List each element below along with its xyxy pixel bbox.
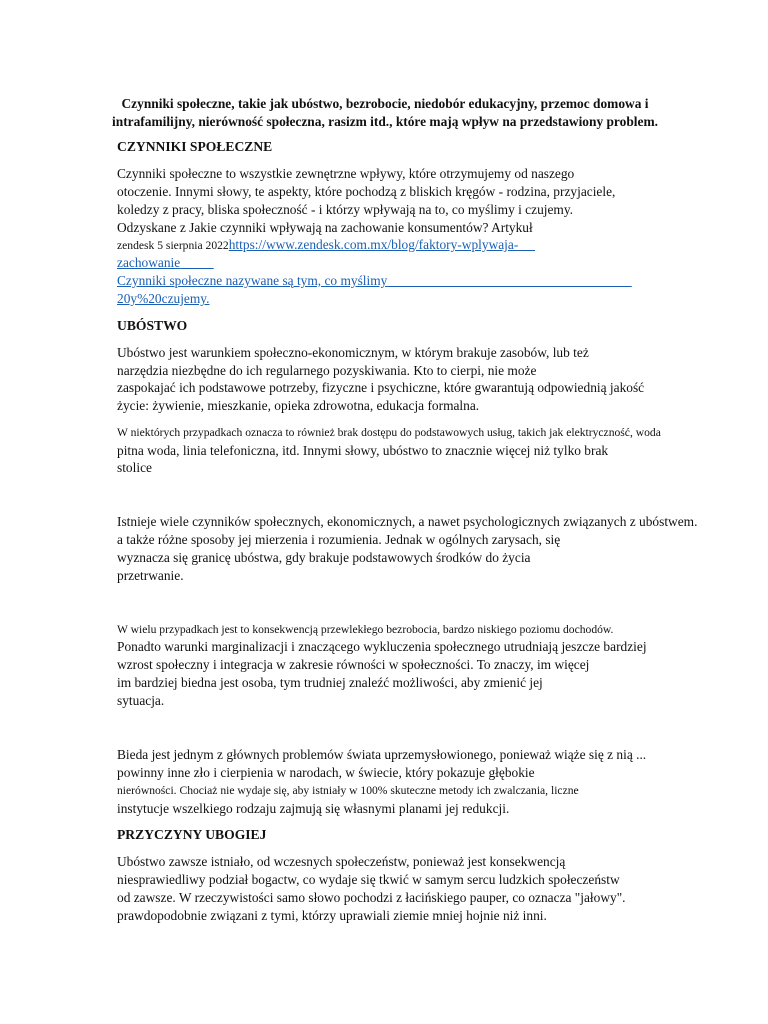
paragraph-line: stolice bbox=[117, 460, 152, 475]
heading-czynniki-spoleczne: CZYNNIKI SPOŁECZNE bbox=[117, 139, 273, 154]
paragraph-line-small: W niektórych przypadkach oznacza to również brak dostępu do podstawowych usług, takich jak elektryczność, woda bbox=[117, 426, 661, 439]
paragraph-line: Odzyskane z Jakie czynniki wpływają na zachowanie konsumentów? Artykuł bbox=[117, 220, 533, 235]
paragraph-line-small: nierówności. Chociaż nie wydaje się, aby istniały w 100% skuteczne metody ich zwalczania, liczne bbox=[117, 784, 579, 797]
source-citation: zendesk 5 sierpnia 2022 bbox=[117, 239, 229, 252]
source-link-zendesk[interactable]: https://www.zendesk.com.mx/blog/faktory-wplywaja- bbox=[228, 237, 519, 252]
paragraph-line: narzędzia niezbędne do ich regularnego pozyskiwania. Kto to cierpi, nie może bbox=[117, 363, 537, 378]
paragraph-line: Czynniki społeczne to wszystkie zewnętrzne wpływy, które otrzymujemy od naszego bbox=[117, 166, 575, 181]
paragraph-line: powinny inne zło i cierpienia w narodach, w świecie, który pokazuje głębokie bbox=[117, 765, 535, 780]
link-underline-fill bbox=[180, 255, 213, 270]
source-link-czynniki-continued[interactable]: 20y%20czujemy. bbox=[117, 291, 210, 306]
paragraph-line: wzrost społeczny i integracja w zakresie równości w społeczności. To znaczy, im więcej bbox=[117, 657, 590, 672]
heading-przyczyny-ubogiej: PRZYCZYNY UBOGIEJ bbox=[117, 827, 267, 842]
paragraph-line: niesprawiedliwy podział bogactw, co wydaje się tkwić w samym sercu ludzkich społeczeństw bbox=[117, 872, 620, 887]
paragraph-line: przetrwanie. bbox=[117, 568, 184, 583]
paragraph-line: życie: żywienie, mieszkanie, opieka zdrowotna, edukacja formalna. bbox=[117, 398, 480, 413]
paragraph-line-small: W wielu przypadkach jest to konsekwencją przewlekłego bezrobocia, bardzo niskiego poziomu dochodów. bbox=[117, 623, 614, 636]
source-link-line-4 bbox=[117, 290, 209, 308]
source-link-czynniki[interactable]: Czynniki społeczne nazywane są tym, co myślimy bbox=[117, 273, 388, 288]
document-title-line-1: Czynniki społeczne, takie jak ubóstwo, bezrobocie, niedobór edukacyjny, przemoc domowa i bbox=[121, 96, 649, 111]
link-underline-fill bbox=[387, 273, 631, 288]
paragraph-line: Ubóstwo zawsze istniało, od wczesnych społeczeństw, ponieważ jest konsekwencją bbox=[117, 854, 566, 869]
heading-ubostwo: UBÓSTWO bbox=[117, 318, 188, 333]
paragraph-line: Ponadto warunki marginalizacji i znaczącego wykluczenia społecznego utrudniają jeszcze bardziej bbox=[117, 639, 647, 654]
paragraph-line: a także różne sposoby jej mierzenia i rozumienia. Jednak w ogólnych zarysach, się bbox=[117, 532, 561, 547]
paragraph-line: sytuacja. bbox=[117, 693, 165, 708]
paragraph-line: prawdopodobnie związani z tymi, którzy uprawiali ziemie mniej hojnie niż inni. bbox=[117, 908, 547, 923]
paragraph-line: otoczenie. Innymi słowy, te aspekty, które pochodzą z bliskich kręgów - rodzina, przyjaciele, bbox=[117, 184, 616, 199]
paragraph-line: Bieda jest jednym z głównych problemów świata uprzemysłowionego, ponieważ wiąże się z nią ... bbox=[117, 747, 647, 762]
source-link-zendesk-continued[interactable]: zachowanie bbox=[117, 255, 181, 270]
source-link-line-3 bbox=[117, 272, 632, 290]
source-link-line-2 bbox=[117, 254, 214, 272]
paragraph-line: Ubóstwo jest warunkiem społeczno-ekonomicznym, w którym brakuje zasobów, lub też bbox=[117, 345, 589, 360]
paragraph-line: koledzy z pracy, bliska społeczność - i którzy wpływają na to, co myślimy i czujemy. bbox=[117, 202, 574, 217]
paragraph-line: pitna woda, linia telefoniczna, itd. Innymi słowy, ubóstwo to znacznie więcej niż tylko brak bbox=[117, 443, 609, 458]
paragraph-line: instytucje wszelkiego rodzaju zajmują się własnymi planami jej redukcji. bbox=[117, 801, 510, 816]
paragraph-line: zaspokajać ich podstawowe potrzeby, fizyczne i psychiczne, które gwarantują odpowiednią jakość bbox=[117, 380, 645, 395]
document-title-line-2: intrafamilijny, nierówność społeczna, rasizm itd., które mają wpływ na przedstawiony problem. bbox=[112, 114, 658, 129]
source-line bbox=[117, 236, 535, 255]
paragraph-line: wyznacza się granicę ubóstwa, gdy brakuje podstawowych środków do życia bbox=[117, 550, 531, 565]
paragraph-line: Istnieje wiele czynników społecznych, ekonomicznych, a nawet psychologicznych związanych z ubóstwem. bbox=[117, 514, 698, 529]
paragraph-line: od zawsze. W rzeczywistości samo słowo pochodzi z łacińskiego pauper, co oznacza "jałowy". bbox=[117, 890, 626, 905]
paragraph-line: im bardziej biedna jest osoba, tym trudniej znaleźć możliwości, aby zmienić jej bbox=[117, 675, 543, 690]
link-underline-fill bbox=[518, 237, 535, 252]
